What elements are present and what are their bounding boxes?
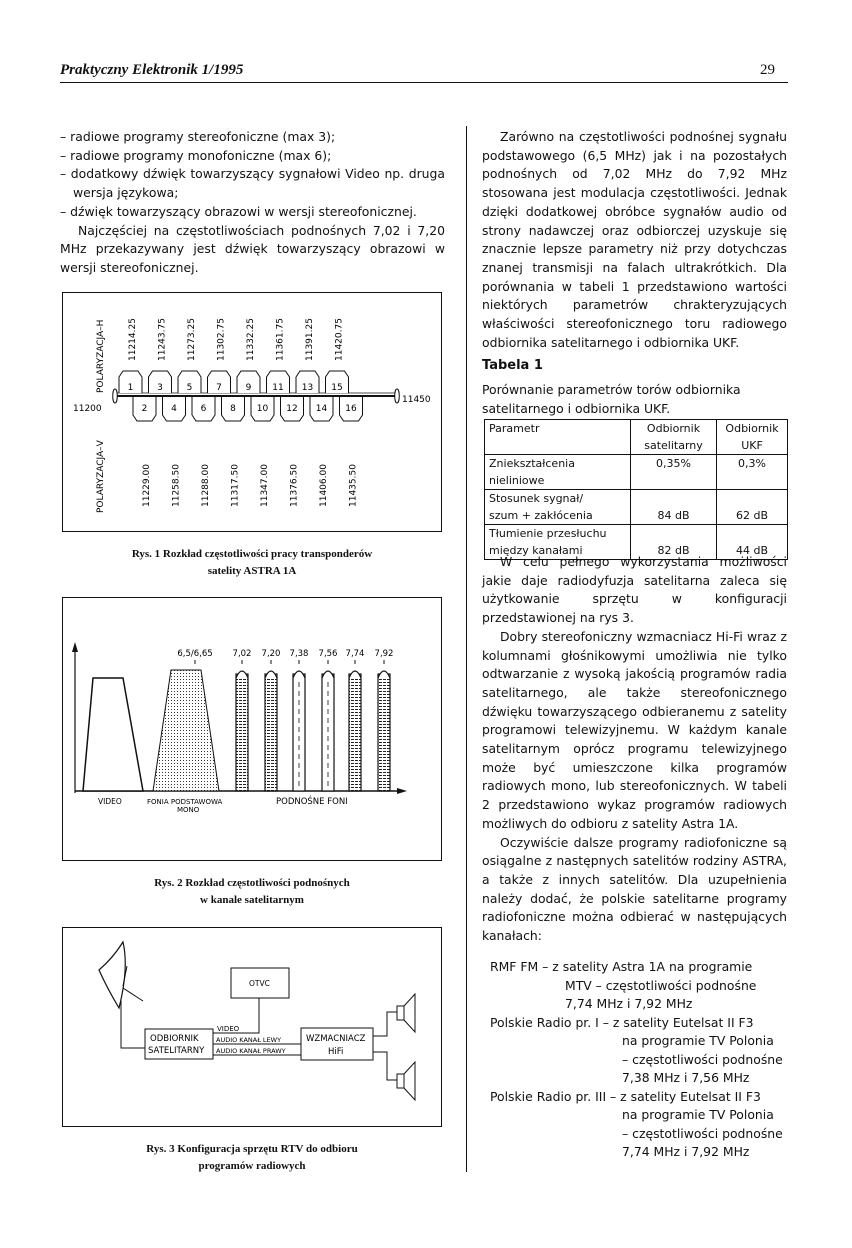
channel-frequency: 11376.50 — [289, 464, 300, 507]
channel-frequency: 11214.25 — [128, 318, 138, 361]
subcarrier-band — [349, 671, 361, 791]
channel-top — [267, 318, 290, 393]
table-header-cell: Odbiornik satelitarny — [631, 420, 717, 455]
channel-frequency: 11406.00 — [319, 464, 329, 507]
video-label: VIDEO — [98, 797, 122, 806]
channel-number: 10 — [256, 404, 269, 414]
audio-right-label: AUDIO KANAŁ PRAWY — [216, 1047, 286, 1055]
table-header-cell: Parametr — [485, 420, 631, 455]
station-head: Polskie Radio pr. I – z satelity Eutelsat II F3 — [490, 1014, 754, 1030]
bullet-item: – radiowe programy stereofoniczne (max 3); — [60, 129, 336, 144]
end-frequency: 11450 — [402, 395, 431, 405]
channel-frequency: 11361.75 — [275, 318, 286, 361]
start-frequency: 11200 — [73, 404, 102, 414]
video-band — [83, 678, 143, 791]
channel-number: 16 — [345, 404, 357, 414]
channel-frequency: 11273.25 — [187, 318, 197, 361]
table-header-cell: Odbiornik UKF — [725, 422, 779, 452]
channel-top — [149, 318, 172, 393]
bullet-item: – dodatkowy dźwięk towarzyszący sygnałowi Video np. druga wersja językowa; — [60, 166, 445, 201]
station-head: RMF FM – z satelity Astra 1A na programie — [490, 959, 753, 974]
page-number: 29 — [760, 62, 775, 78]
channel-bottom — [251, 397, 274, 507]
paragraph: Oczywiście dalsze programy radiofoniczne są osiągalne z następnych satelitów rodziny ASTRA, a także z innych satelitów. Dla uzupełnienia należy dodać, że polskie satelitarne programy radiofoniczne można odbierać w następujących kanałach: — [482, 834, 787, 944]
subcarrier-label: 7,20 — [261, 649, 281, 659]
svg-text:SATELITARNY: SATELITARNY — [148, 1046, 205, 1056]
podnosne-label: PODNOŚNE FONI — [276, 797, 348, 807]
speaker-icon-top — [397, 994, 415, 1032]
subcarrier-band — [293, 671, 305, 791]
channel-frequency: 11435.50 — [348, 464, 359, 507]
station-entry: Polskie Radio pr. I – z satelity Eutelsat II F3 na programie TV Polonia – częstotliwości podnośne 7,38 MHz i 7,56 MHz — [490, 1014, 790, 1088]
axis-start-marker — [113, 389, 118, 403]
channel-number: 8 — [230, 404, 236, 414]
polarization-v-label: POLARYZACJA–V — [96, 440, 106, 513]
channel-number: 13 — [301, 383, 314, 393]
channel-number: 15 — [331, 383, 343, 393]
right-column-text — [482, 128, 787, 419]
table-title: Tabela 1 — [482, 358, 543, 374]
figure-2-subcarriers — [62, 597, 442, 861]
channel-top — [119, 318, 142, 393]
mono-audio-band — [153, 670, 219, 791]
polarization-h-label: POLARYZACJA–H — [96, 319, 106, 393]
axis-end-marker — [395, 389, 400, 403]
channel-top — [237, 318, 260, 393]
figure-2-caption: Rys. 2 Rozkład częstotliwości podnośnych w kanale satelitarnym — [154, 877, 350, 906]
channel-top — [326, 318, 349, 393]
station-head: Polskie Radio pr. III – z satelity Eutelsat II F3 — [490, 1088, 761, 1104]
channel-number: 6 — [200, 404, 207, 414]
table-description: Porównanie parametrów torów odbiornika satelitarnego i odbiornika UKF. — [482, 382, 741, 416]
channel-bottom — [163, 397, 186, 507]
comparison-table — [484, 419, 788, 560]
channel-top — [296, 318, 319, 393]
subcarrier-label: 7,56 — [318, 649, 338, 659]
channel-number: 7 — [216, 383, 222, 393]
column-rule — [466, 126, 467, 1172]
channel-top — [208, 318, 231, 393]
channel-number: 14 — [315, 404, 328, 414]
subcarrier-label: 7,74 — [345, 649, 365, 659]
channel-bottom — [281, 397, 304, 507]
transponder-diagram — [63, 293, 441, 531]
channel-frequency: 11332.25 — [246, 318, 256, 361]
fonia-label: FONIA PODSTAWOWA — [147, 798, 223, 806]
channel-frequency: 11288.00 — [201, 464, 211, 507]
svg-text:ODBIORNIK: ODBIORNIK — [150, 1034, 199, 1044]
channel-frequency: 11391.25 — [305, 318, 315, 361]
channel-bottom — [133, 397, 156, 507]
figure-1-transponders — [62, 292, 442, 532]
station-list — [490, 958, 790, 1162]
channel-top — [178, 318, 201, 393]
channel-frequency: 11302.75 — [216, 318, 227, 361]
header-rule — [60, 82, 788, 83]
channel-frequency: 11347.00 — [260, 464, 270, 507]
comparison-table-wrapper — [484, 419, 788, 560]
bullet-item: – dźwięk towarzyszący obrazowi w wersji stereofonicznej. — [60, 203, 417, 219]
channel-frequency: 11229.00 — [142, 464, 152, 507]
channel-number: 5 — [186, 383, 193, 393]
channel-bottom — [310, 397, 333, 507]
station-entry: RMF FM – z satelity Astra 1A na programie MTV – częstotliwości podnośne 7,74 MHz i 7,92 MHz — [490, 958, 790, 1014]
figure-3-caption: Rys. 3 Konfiguracja sprzętu RTV do odbioru programów radiowych — [146, 1143, 358, 1172]
table-row: Tłumienie przesłuchu między kanałami 82 dB 44 dB — [485, 525, 788, 560]
right-column-text-continued — [482, 553, 787, 946]
subcarrier-band — [322, 671, 334, 791]
station-entry: Polskie Radio pr. III – z satelity Eutelsat II F3 na programie TV Polonia – częstotliwości podnośne 7,74 MHz i 7,92 MHz — [490, 1088, 790, 1162]
channel-frequency: 11243.75 — [157, 318, 168, 361]
channel-number: 2 — [141, 404, 148, 414]
table-row: Zniekształcenia nieliniowe 0,35% 0,3% — [485, 455, 788, 490]
subcarrier-label: 7,92 — [374, 649, 394, 659]
speaker-icon-bottom — [397, 1062, 415, 1100]
subcarrier-label: 7,02 — [232, 649, 252, 659]
figure-3-configuration — [62, 927, 442, 1127]
left-column-text — [60, 128, 445, 278]
subcarrier-band — [378, 671, 390, 791]
channel-number: 11 — [272, 383, 284, 393]
channel-number: 12 — [286, 404, 298, 414]
channel-number: 3 — [157, 383, 163, 393]
channel-frequency: 11420.75 — [334, 318, 345, 361]
configuration-diagram — [63, 928, 441, 1126]
mono-label: MONO — [177, 806, 200, 814]
dish-cable — [121, 998, 145, 1048]
subcarrier-band — [265, 671, 277, 791]
speaker-line-bottom — [373, 1052, 397, 1080]
paragraph: Zarówno na częstotliwości podnośnej sygnału podstawowego (6,5 MHz) jak i na pozostałych podnośnych od 7,02 MHz do 7,92 MHz stosowana jest modulacja częstotliwości. Jednak dzięki dodatkowej obróbce sygnałów audio od strony nadawczej oraz odbiorczej uzyskuje się znacznie lepsze parametry niż przy dotychczas znanej transmisji na falach ultrakrótkich. Dla porównania w tabeli 1 przedstawiono wartości niektórych parametrów chrakteryzujących właściwości stereofonicznego toru radiowego odbiornika satelitarnego i odbiornika UKF. — [482, 129, 787, 350]
channel-number: 9 — [245, 383, 252, 393]
channel-number: 1 — [127, 383, 134, 393]
subcarrier-label: 6,5/6,65 — [177, 649, 213, 659]
svg-text:VIDEO: VIDEO — [217, 1025, 240, 1033]
audio-left-label: AUDIO KANAŁ LEWY — [216, 1036, 282, 1044]
subcarrier-band — [236, 671, 248, 791]
channel-number: 4 — [171, 404, 177, 414]
channel-frequency: 11258.50 — [171, 464, 182, 507]
paragraph: Najczęściej na częstotliwościach podnośnych 7,02 i 7,20 MHz przekazywany jest dźwięk towarzyszący obrazowi w wersji stereofonicznej. — [60, 222, 445, 275]
channel-bottom — [192, 397, 215, 507]
running-header-title: Praktyczny Elektronik 1/1995 — [60, 62, 244, 78]
speaker-line-top — [373, 1012, 397, 1036]
bullet-item: – radiowe programy monofoniczne (max 6); — [60, 147, 332, 163]
channel-frequency: 11317.50 — [230, 464, 241, 507]
subcarrier-label: 7,38 — [289, 649, 309, 659]
channel-bottom — [340, 397, 363, 507]
figure-1-caption: Rys. 1 Rozkład częstotliwości pracy transponderów satelity ASTRA 1A — [131, 548, 373, 577]
subcarrier-diagram — [63, 598, 441, 860]
otvc-label: OTVC — [249, 979, 270, 988]
paragraph: Dobry stereofoniczny wzmacniacz Hi-Fi wraz z kolumnami głośnikowymi umożliwia nie tylko odtwarzanie z wysoką jakością programów radia satelitarnego, ale także stereofonicznego dźwięku towarzyszącego odbieranemu z satelity programowi telewizyjnemu. W każdym kanale satelitarnym oprócz programu telewizyjnego może być umieszczone kilka programów radiowych mono, lub stereofonicznych. W tabeli 2 przedstawiono wykaz programów radiowych możliwych do odbioru z satelity Astra 1A. — [482, 628, 787, 831]
svg-text:HiFi: HiFi — [328, 1047, 344, 1057]
table-row: Stosunek sygnał/ szum + zakłócenia 84 dB 62 dB — [485, 490, 788, 525]
svg-text:WZMACNIACZ: WZMACNIACZ — [306, 1034, 366, 1044]
y-axis-arrow — [72, 642, 78, 652]
x-axis-arrow — [397, 788, 407, 794]
channel-bottom — [222, 397, 245, 507]
paragraph: W celu pełnego wykorzystania możliwości jakie daje radiodyfuzja satelitarna zaleca się użytkowanie sprzętu w konfiguracji przedstawionej na rys 3. — [482, 554, 787, 626]
